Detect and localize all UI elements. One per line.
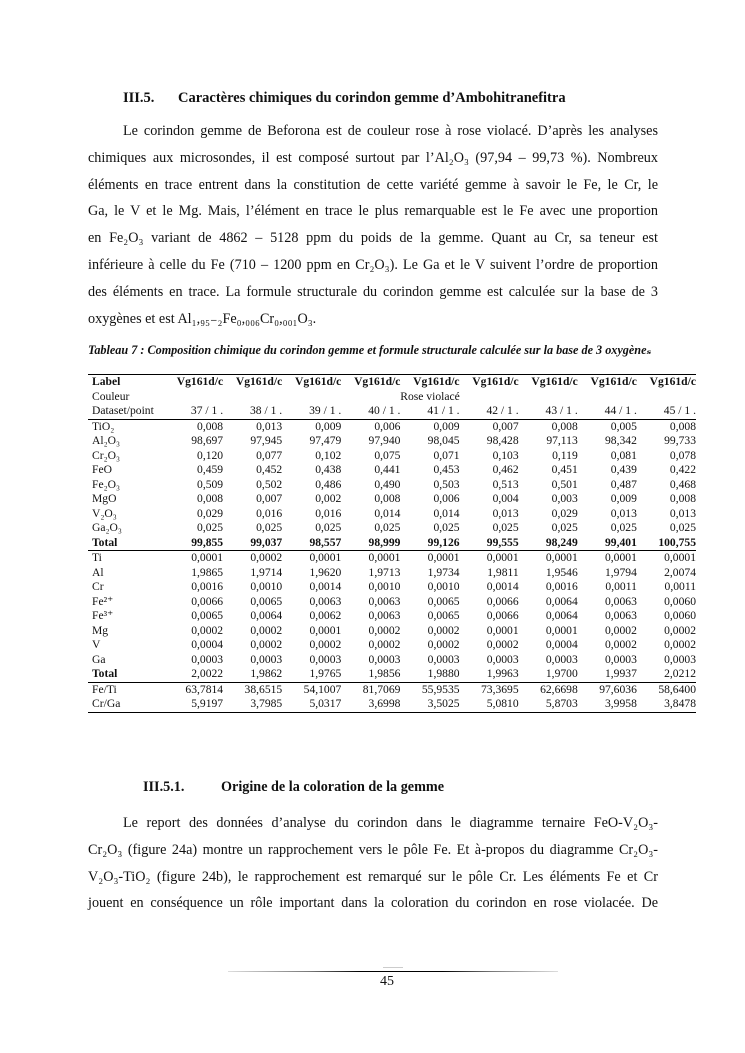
table-cell: 0,0001 <box>309 551 342 564</box>
row-label: V₂O₃ <box>92 506 117 520</box>
table-cell: 1,9937 <box>578 667 637 682</box>
table-cell: 0,025 <box>315 521 342 534</box>
table-cell: 98,428 <box>486 434 519 447</box>
table-cell: 0,0011 <box>664 580 696 593</box>
table-cell: 0,0002 <box>427 638 460 651</box>
row-label: Fe³⁺ <box>92 609 114 622</box>
table-cell: 99,855 <box>164 536 223 551</box>
table-cell: Vg161d/c <box>400 375 459 390</box>
table-cell: 0,0066 <box>486 609 519 622</box>
table-cell: 0,120 <box>197 448 224 462</box>
table-cell: 0,0066 <box>486 594 519 608</box>
header-row <box>88 375 696 390</box>
table-cell: 0,459 <box>197 463 224 476</box>
table-cell: 0,0003 <box>368 652 401 666</box>
cation-total-row <box>88 667 696 682</box>
cation-row <box>88 580 696 595</box>
cation-row <box>88 653 696 668</box>
table-cell: 0,025 <box>197 521 224 534</box>
row-label: Al <box>92 565 104 579</box>
paragraph-line: Le corindon gemme de Beforona est de couleur rose à rose violacé. D’après les analyses <box>123 123 658 139</box>
table-cell: 0,0003 <box>309 652 342 666</box>
table-cell: 0,003 <box>551 492 578 505</box>
table-cell: 41 / 1 . <box>427 404 460 417</box>
table-cell: 99,037 <box>223 536 282 551</box>
table-cell: 38 / 1 . <box>250 404 283 417</box>
dataset-row <box>88 404 696 419</box>
table-cell: 2,0074 <box>664 565 696 579</box>
table-cell: 38,6515 <box>244 682 283 696</box>
table-cell: 0,502 <box>256 477 283 491</box>
table-cell: 0,441 <box>374 463 401 476</box>
oxide-row <box>88 449 696 464</box>
table-cell: 0,0001 <box>191 551 224 564</box>
table-cell: 0,486 <box>315 477 342 491</box>
paragraph-line: chimiques aux microsondes, il est composé surtout par l’Al₂O₃ (97,94 – 99,73 %). Nombreux <box>88 149 658 166</box>
table-cell: 1,9700 <box>519 667 578 682</box>
table-cell: 0,0003 <box>250 652 283 666</box>
table-cell: 37 / 1 . <box>190 404 224 417</box>
table-cell: 0,0063 <box>604 609 637 622</box>
table-cell: 0,0002 <box>604 623 637 637</box>
table-cell: 98,045 <box>427 434 460 447</box>
table-cell: 0,0002 <box>427 623 460 637</box>
table-cell: 0,439 <box>610 463 637 476</box>
table-cell: 0,004 <box>492 492 519 505</box>
table-cell: 0,451 <box>551 463 578 476</box>
row-label: Fe₂O₃ <box>92 477 121 491</box>
oxide-row <box>88 463 696 478</box>
table-cell: 1,9714 <box>250 565 283 579</box>
table-cell: 73,3695 <box>480 682 519 696</box>
table-cell: Vg161d/c <box>341 375 400 390</box>
row-label: Cr₂O₃ <box>92 448 121 462</box>
composition-table <box>88 374 696 713</box>
table-cell: Vg161d/c <box>519 375 578 390</box>
table-cell: 1,9734 <box>427 565 460 579</box>
table-cell: 0,503 <box>433 477 460 491</box>
row-label: Ga <box>92 652 106 666</box>
table-cell: 0,0002 <box>664 638 696 651</box>
intro-paragraph <box>88 118 658 332</box>
table-cell: 0,0063 <box>604 594 637 608</box>
cation-row <box>88 609 696 624</box>
table-cell: 0,422 <box>669 463 696 476</box>
table-cell: 1,9862 <box>223 667 282 682</box>
table-cell: 0,081 <box>610 448 637 462</box>
table-cell: 100,755 <box>637 536 696 551</box>
table-cell: 0,119 <box>552 448 578 462</box>
color-row <box>88 390 696 405</box>
table-cell: 99,733 <box>664 434 696 447</box>
table-cell: 0,438 <box>315 463 342 476</box>
table-cell: 0,008 <box>519 419 578 434</box>
row-label: TiO₂ <box>88 419 164 434</box>
table-cell: 0,029 <box>197 506 224 520</box>
table-cell: 0,0063 <box>309 594 342 608</box>
table-cell: 0,0003 <box>545 652 578 666</box>
color-value: Rose violacé <box>400 389 460 403</box>
paragraph-line: Le report des données d’analyse du corindon dans le diagramme ternaire FeO-V₂O₃- <box>123 815 658 831</box>
table-cell: 0,077 <box>256 448 283 462</box>
table-cell: 5,0810 <box>460 697 519 712</box>
ratio-row <box>88 682 696 697</box>
table-cell: 0,0010 <box>250 580 283 593</box>
table-cell: 0,0010 <box>427 580 460 593</box>
section-number: III.5. <box>123 90 155 106</box>
oxide-row <box>88 492 696 507</box>
table-cell: 45 / 1 . <box>663 404 696 417</box>
table-cell: 3,8478 <box>637 697 696 712</box>
table-cell: 0,025 <box>551 521 578 534</box>
table-cell: 0,0060 <box>664 594 696 608</box>
table-cell: 1,9713 <box>368 565 401 579</box>
cation-row <box>88 551 696 566</box>
table-cell: 0,005 <box>578 419 637 434</box>
table-cell: 0,008 <box>374 492 401 505</box>
table-cell: 0,0065 <box>427 594 460 608</box>
table-cell: 55,9535 <box>421 682 460 696</box>
table-cell: 5,0317 <box>282 697 341 712</box>
table-cell: 0,0001 <box>368 551 401 564</box>
table-cell: 0,0001 <box>486 623 519 637</box>
row-label: V <box>92 638 101 651</box>
table-cell: 0,0002 <box>250 551 283 564</box>
table-cell: 0,0062 <box>309 609 342 622</box>
oxide-row <box>88 478 696 493</box>
table-cell: 0,0002 <box>664 623 696 637</box>
table-cell: 0,0065 <box>427 609 460 622</box>
table-cell: Vg161d/c <box>282 375 341 390</box>
table-cell: 97,940 <box>368 434 401 447</box>
table-cell: 40 / 1 . <box>368 404 401 417</box>
table-cell: 0,102 <box>315 448 342 462</box>
table-cell: 0,0002 <box>368 623 401 637</box>
oxide-total-row <box>88 536 696 551</box>
table-cell: 0,078 <box>669 448 696 462</box>
oxide-row <box>88 419 696 434</box>
table-cell: 0,0001 <box>486 551 519 564</box>
table-cell: 0,462 <box>492 463 519 476</box>
table-cell: 3,9958 <box>578 697 637 712</box>
table-cell: 0,0011 <box>605 580 637 593</box>
row-label: Total <box>88 667 164 682</box>
table-cell: 0,008 <box>637 419 696 434</box>
table-cell: 0,487 <box>610 477 637 491</box>
footer-rule <box>228 971 558 972</box>
table-cell: 0,0001 <box>427 551 460 564</box>
table-cell: 42 / 1 . <box>486 404 519 417</box>
page-number: 45 <box>380 974 394 989</box>
table-cell: 1,9963 <box>460 667 519 682</box>
table-cell: 0,0064 <box>545 594 578 608</box>
table-cell: 0,103 <box>492 448 519 462</box>
cation-row <box>88 566 696 581</box>
subsection-number: III.5.1. <box>143 779 185 795</box>
table-cell: Vg161d/c <box>578 375 637 390</box>
table-cell: 0,0060 <box>664 609 696 622</box>
table-cell: 99,555 <box>460 536 519 551</box>
table-cell: 0,0002 <box>368 638 401 651</box>
table-cell: 81,7069 <box>362 682 401 696</box>
table-cell: 0,0010 <box>368 580 401 593</box>
row-label: Dataset/point <box>92 404 154 417</box>
paragraph-line: des éléments en trace. La formule structurale du corindon gemme est calculée sur la base de 3 <box>88 283 658 300</box>
table-cell: 0,0002 <box>191 623 224 637</box>
row-label: Ga₂O₃ <box>92 521 122 534</box>
table-cell: 0,0065 <box>250 594 283 608</box>
table-cell: 1,9620 <box>309 565 342 579</box>
row-label: Mg <box>92 623 109 637</box>
table-cell: 0,013 <box>669 506 696 520</box>
table-cell: 0,025 <box>492 521 519 534</box>
table-cell: 0,501 <box>551 477 578 491</box>
row-label: MgO <box>92 492 117 505</box>
table-cell: 62,6698 <box>540 682 578 696</box>
table-cell: 0,509 <box>197 477 224 491</box>
row-label: Total <box>88 536 164 551</box>
row-label: Fe/Ti <box>92 682 117 696</box>
row-label: Fe²⁺ <box>92 594 114 608</box>
paragraph-line: oxygènes et est Al₁,₉₅₋₂Fe₀,₀₀₆Cr₀,₀₀₁O₃. <box>88 310 317 327</box>
table-cell: 0,513 <box>492 477 519 491</box>
table-cell: 0,009 <box>610 492 637 505</box>
row-label: Cr/Ga <box>88 697 164 712</box>
table-cell: 0,013 <box>223 419 282 434</box>
table-cell: 54,1007 <box>303 682 342 696</box>
table-cell: 0,071 <box>433 448 460 462</box>
table-cell: 0,452 <box>256 463 283 476</box>
table-cell: 0,0002 <box>486 638 519 651</box>
table-cell: 97,479 <box>309 434 342 447</box>
table-cell: 0,453 <box>433 463 460 476</box>
table-cell: 0,0004 <box>191 638 224 651</box>
table-cell: 97,945 <box>250 434 283 447</box>
table-cell: 1,9794 <box>604 565 637 579</box>
row-label: Cr <box>92 580 104 593</box>
subsection-title: Origine de la coloration de la gemme <box>221 779 445 795</box>
table-cell: 0,0002 <box>604 638 637 651</box>
table-cell: 0,0001 <box>545 623 578 637</box>
table-cell: 0,007 <box>256 492 283 505</box>
table-cell: 0,002 <box>315 492 342 505</box>
paragraph-line: jouent en conséquence un rôle important dans la coloration du corindon en rose violacée. De <box>88 895 658 912</box>
section-title: Caractères chimiques du corindon gemme d’Ambohitranefitra <box>178 90 566 106</box>
table-cell: 0,007 <box>460 419 519 434</box>
section-heading <box>123 90 566 107</box>
table-cell: 43 / 1 . <box>545 404 578 417</box>
table-cell: 0,008 <box>164 419 223 434</box>
table-cell: 0,0004 <box>545 638 578 651</box>
table-cell: 39 / 1 . <box>309 404 342 417</box>
table-cell: 0,016 <box>256 506 283 520</box>
paragraph-line: Cr₂O₃ (figure 24a) montre un rapprochement vers le pôle Fe. Et à-propos du diagramme Cr₂O₃- <box>88 841 658 858</box>
table-cell: 1,9880 <box>400 667 459 682</box>
table-cell: 0,0063 <box>368 609 401 622</box>
table-cell: 5,8703 <box>519 697 578 712</box>
row-label: Label <box>88 375 164 390</box>
table-cell: 98,342 <box>604 434 637 447</box>
table-cell: 0,0064 <box>545 609 578 622</box>
paragraph-line: Ga, le V et le Mg. Mais, l’élément en trace le plus remarquable est le Fe avec une proportion <box>88 203 658 220</box>
table-cell: 98,249 <box>519 536 578 551</box>
table-cell: 0,013 <box>492 506 519 520</box>
table-cell: 0,490 <box>374 477 401 491</box>
table-cell: 98,999 <box>341 536 400 551</box>
oxide-row <box>88 507 696 522</box>
table-cell: 3,7985 <box>223 697 282 712</box>
table-cell: 0,0001 <box>664 551 696 564</box>
table-cell: 0,0064 <box>250 609 283 622</box>
table-cell: 0,0002 <box>250 638 283 651</box>
table-cell: Vg161d/c <box>223 375 282 390</box>
table-cell: 0,006 <box>433 492 460 505</box>
subsection-heading <box>143 779 444 796</box>
table-cell: 0,008 <box>197 492 224 505</box>
paragraph-line: V₂O₃-TiO₂ (figure 24b), le rapprochement est remarqué sur le pôle Cr. Les éléments Fe et Cr <box>88 868 658 885</box>
table-cell: 0,0002 <box>309 638 342 651</box>
table-cell: 0,016 <box>315 506 342 520</box>
paragraph-line: éléments en trace entrent dans la constitution de cette variété gemme à savoir le Fe, le Cr, le <box>88 176 658 193</box>
table-cell: 2,0212 <box>637 667 696 682</box>
table-cell: 0,075 <box>374 448 401 462</box>
cation-row <box>88 624 696 639</box>
table-cell: 0,009 <box>282 419 341 434</box>
table-cell: 0,0063 <box>368 594 401 608</box>
table-cell: 0,0003 <box>604 652 637 666</box>
table-cell: 0,025 <box>256 521 283 534</box>
table-cell: 44 / 1 . <box>604 404 637 417</box>
table-cell: 0,025 <box>433 521 460 534</box>
table-cell: 0,0014 <box>309 580 342 593</box>
table-cell: 0,0003 <box>486 652 519 666</box>
table-cell: 3,5025 <box>400 697 459 712</box>
table-cell: 99,401 <box>578 536 637 551</box>
table-cell: Vg161d/c <box>164 375 223 390</box>
table-cell: 0,0001 <box>309 623 342 637</box>
table-cell: 0,0001 <box>604 551 637 564</box>
table-cell: 0,0003 <box>664 652 696 666</box>
table-cell: 0,009 <box>400 419 459 434</box>
table-cell: 99,126 <box>400 536 459 551</box>
row-label: Al₂O₃ <box>92 434 121 447</box>
table-cell: 3,6998 <box>341 697 400 712</box>
cation-row <box>88 638 696 653</box>
table-cell: 97,113 <box>546 434 578 447</box>
table-cell: 1,9546 <box>545 565 578 579</box>
paragraph-line: en Fe₂O₃ variant de 4862 – 5128 ppm du poids de la gemme. Quant au Cr, sa teneur est <box>88 230 658 247</box>
table-caption: Tableau 7 : Composition chimique du corindon gemme et formule structurale calculée sur la base de 3 oxygèneₛ <box>88 343 652 357</box>
second-paragraph <box>88 810 658 917</box>
table-cell: 2,0022 <box>164 667 223 682</box>
table-cell: 0,0014 <box>486 580 519 593</box>
table-cell: 0,468 <box>669 477 696 491</box>
table-cell: 1,9865 <box>191 565 224 579</box>
table-cell: 0,0001 <box>545 551 578 564</box>
oxide-row <box>88 521 696 536</box>
table-cell: 0,025 <box>669 521 696 534</box>
table-cell: 63,7814 <box>185 682 224 696</box>
table-cell: 0,014 <box>374 506 401 520</box>
table-cell: 0,0003 <box>427 652 460 666</box>
table-cell: 98,557 <box>282 536 341 551</box>
table-cell: 0,008 <box>669 492 696 505</box>
table-cell: 0,0003 <box>191 652 224 666</box>
table-cell: 0,025 <box>610 521 637 534</box>
table-cell: 0,013 <box>610 506 637 520</box>
oxide-row <box>88 434 696 449</box>
table-cell: 5,9197 <box>164 697 223 712</box>
paragraph-line: inférieure à celle du Fe (710 – 1200 ppm en Cr₂O₃). Le Ga et le V suivent l’ordre de proportion <box>88 256 658 273</box>
row-label: FeO <box>92 463 112 476</box>
table-cell: 1,9856 <box>341 667 400 682</box>
table-cell: 98,697 <box>191 434 224 447</box>
table-cell: 58,6400 <box>658 682 696 696</box>
table-cell: Vg161d/c <box>460 375 519 390</box>
table-cell: 0,014 <box>433 506 460 520</box>
cation-row <box>88 595 696 610</box>
table-cell: 0,025 <box>374 521 401 534</box>
row-label: Ti <box>92 551 102 564</box>
footer-decoration <box>383 967 403 968</box>
table-cell: 1,9811 <box>487 565 519 579</box>
table-cell: 0,0065 <box>191 609 224 622</box>
table-cell: 0,006 <box>341 419 400 434</box>
table-cell: Vg161d/c <box>637 375 696 390</box>
table-cell: 1,9765 <box>282 667 341 682</box>
table-cell: 0,0016 <box>545 580 578 593</box>
ratio-row <box>88 697 696 712</box>
table-cell: 97,6036 <box>599 682 637 696</box>
table-cell: 0,0002 <box>250 623 283 637</box>
table-cell: 0,0066 <box>191 594 224 608</box>
table-cell: 0,0016 <box>191 580 224 593</box>
table-cell: 0,029 <box>551 506 578 520</box>
row-label: Couleur <box>92 389 130 403</box>
